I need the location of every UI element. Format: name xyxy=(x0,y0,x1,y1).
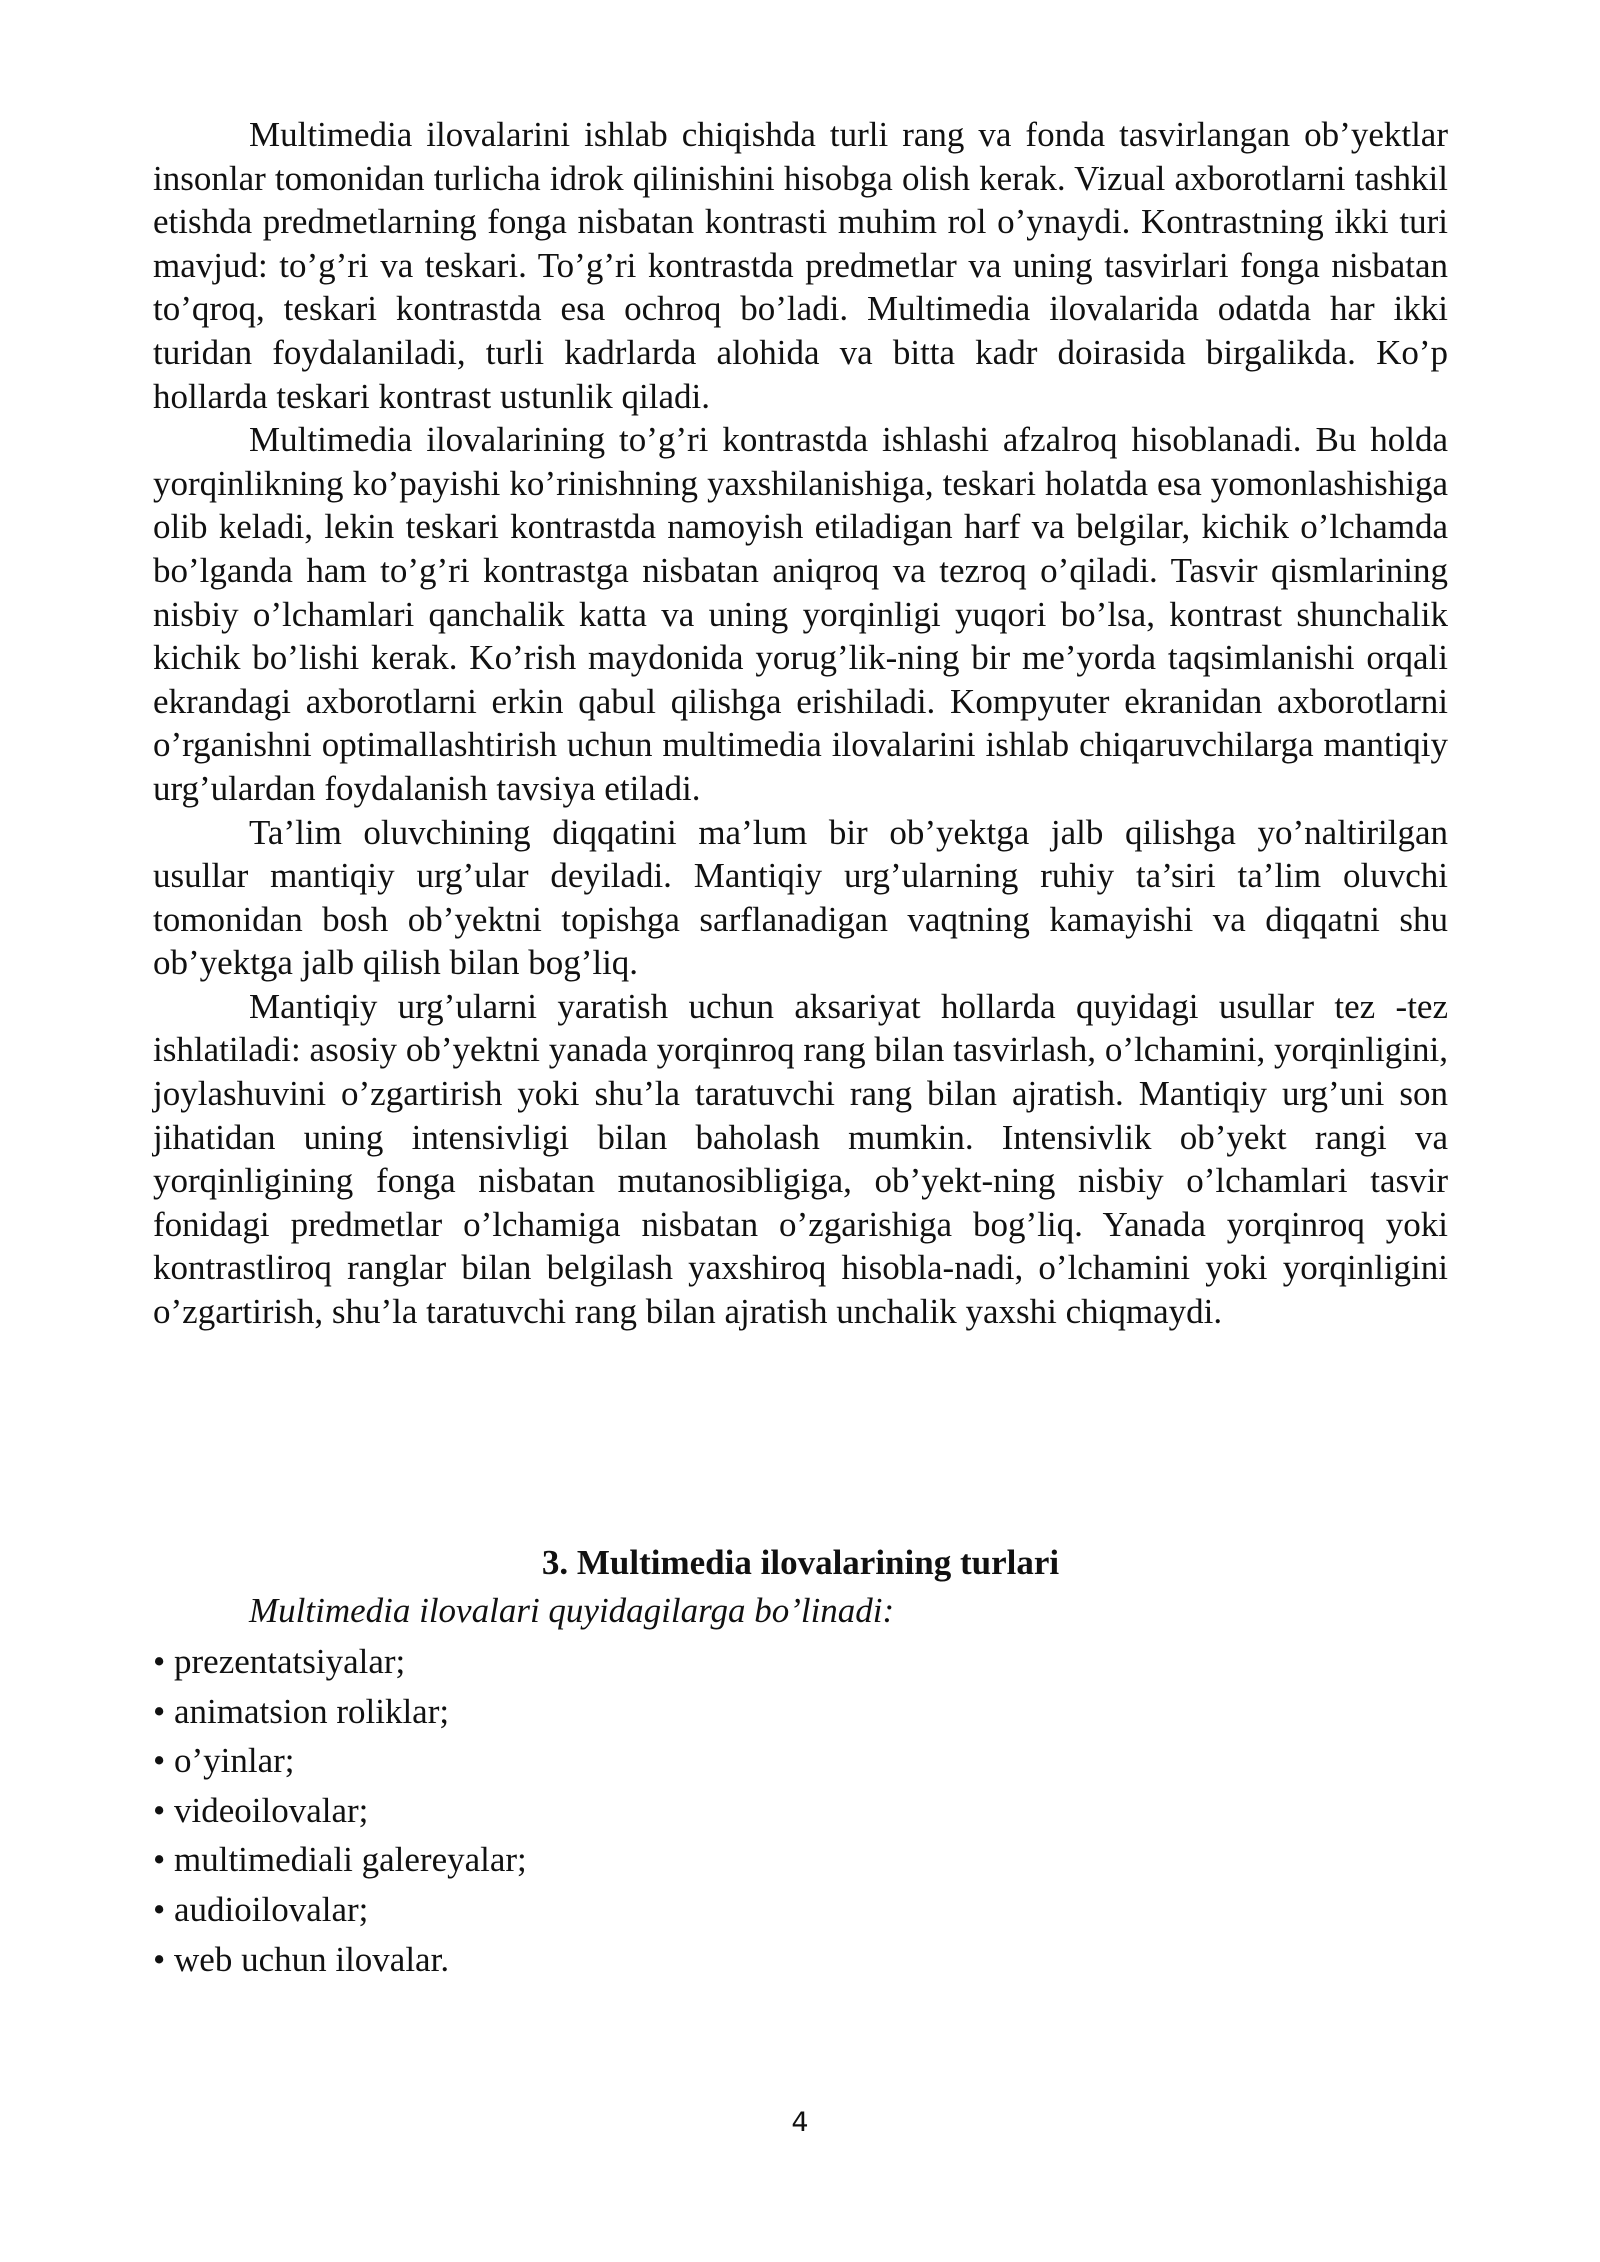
paragraph-logical-accents-definition: Ta’lim oluvchining diqqatini ma’lum bir ob’yektga jalb qilishga yo’naltirilgan usullar mantiqiy urg’ular deyiladi. Mantiqiy urg’ularning ruhiy ta’siri ta’lim oluvchi tomonidan bosh ob’yektni topishga sarflanadigan vaqtning kamayishi va diqqatni shu ob’yektga jalb qilish bilan bog’liq. xyxy=(153,812,1448,983)
body-text xyxy=(153,113,1448,1334)
paragraph-contrast-types: Multimedia ilovalarini ishlab chiqishda turli rang va fonda tasvirlangan ob’yektlar insonlar tomonidan turlicha idrok qilinishini hisobga olish kerak. Vizual axborotlarni tashkil etishda predmetlarning fonga nisbatan kontrasti muhim rol o’ynaydi. Kontrastning ikki turi mavjud: to’g’ri va teskari. To’g’ri kontrastda predmetlar va uning tasvirlari fonga nisbatan to’qroq, teskari kontrastda esa ochroq bo’ladi. Multimedia ilovalarida odatda har ikki turidan foydalaniladi, turli kadrlarda alohida va bitta kadr doirasida birgalikda. Ko’p hollarda teskari kontrast ustunlik qiladi. xyxy=(153,115,1448,416)
section-title: 3. Multimedia ilovalarining turlari xyxy=(541,1543,1060,1582)
list-item: • videoilovalar; xyxy=(153,1790,369,1830)
paragraph-direct-contrast: Multimedia ilovalarining to’g’ri kontrastda ishlashi afzalroq hisoblanadi. Bu holda yorqinlikning ko’payishi ko’rinishning yaxshilanishiga, teskari holatda esa yomonlashishiga olib keladi, lekin teskari kontrastda namoyish etiladigan harf va belgilar, kichik o’lchamda bo’lganda ham to’g’ri kontrastga nisbatan aniqroq va tezroq o’qiladi. Tasvir qismlarining nisbiy o’lchamlari qanchalik katta va uning yorqinligi yuqori bo’lsa, kontrast shunchalik kichik bo’lishi kerak. Ko’rish maydonida yorug’lik-ning bir me’yorda taqsimlanishi orqali ekrandagi axborotlarni erkin qabul qilishga erishiladi. Kompyuter ekranidan axborotlarni o’rganishni optimallashtirish uchun multimedia ilovalarini ishlab chiqaruvchilarga mantiqiy urg’ulardan foydalanish tavsiya etiladi. xyxy=(153,420,1448,808)
application-types-list xyxy=(153,1637,527,1984)
section-intro: Multimedia ilovalari quyidagilarga bo’linadi: xyxy=(249,1591,895,1630)
list-item: • o’yinlar; xyxy=(153,1741,295,1781)
page-number: 4 xyxy=(791,2107,809,2138)
list-item: • prezentatsiyalar; xyxy=(153,1642,406,1681)
paragraph-logical-accents-methods: Mantiqiy urg’ularni yaratish uchun aksariyat hollarda quyidagi usullar tez -tez ishlatiladi: asosiy ob’yektni yanada yorqinroq rang bilan tasvirlash, o’lchamini, yorqinligini, joylashuvini o’zgartirish yoki shu’la taratuvchi rang bilan ajratish. Mantiqiy urg’uni son jihatidan uning intensivligi bilan baholash mumkin. Intensivlik ob’yekt rangi va yorqinligining fonga nisbatan mutanosibligiga, ob’yekt-ning nisbiy o’lchamlari tasvir fonidagi predmetlar o’lchamiga nisbatan o’zgarishiga bog’liq. Yanada yorqinroq yoki kontrastliroq ranglar bilan belgilash yaxshiroq hisobla-nadi, o’lchamini yoki yorqinligini o’zgartirish, shu’la taratuvchi rang bilan ajratish unchalik yaxshi chiqmaydi. xyxy=(153,986,1448,1332)
list-item: • audioilovalar; xyxy=(153,1889,369,1929)
list-item: • animatsion roliklar; xyxy=(153,1691,450,1731)
list-item: • multimediali galereyalar; xyxy=(153,1840,527,1880)
list-item: • web uchun ilovalar. xyxy=(153,1939,450,1979)
